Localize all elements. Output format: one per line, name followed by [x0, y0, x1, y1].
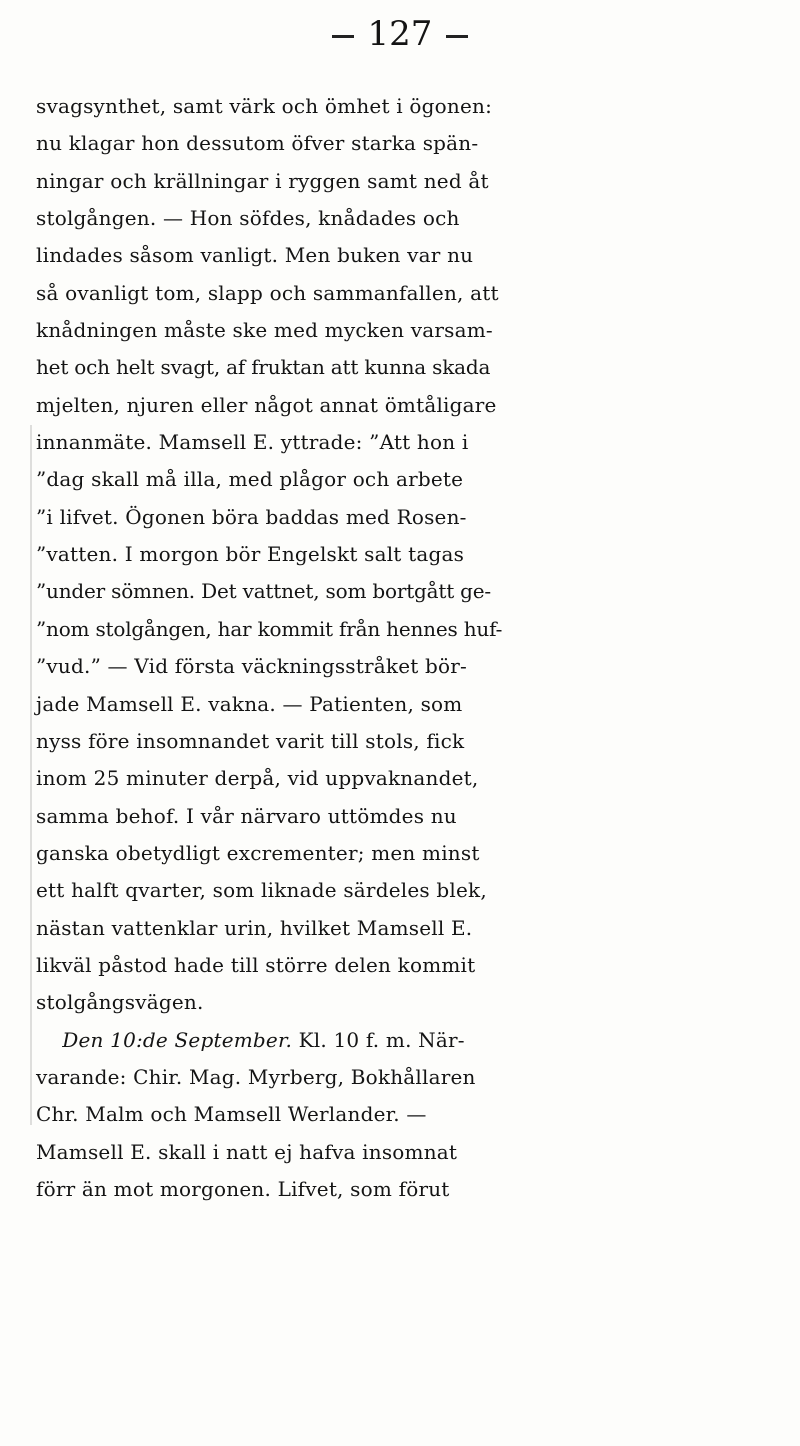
text-line: Chr. Malm och Mamsell Werlander. — [36, 1102, 427, 1127]
text-line: samma behof. I vår närvaro uttömdes nu [36, 803, 457, 828]
header-dash-left [332, 35, 354, 38]
text-line: het och helt svagt, af fruktan att kunna skada [36, 355, 491, 380]
text-line: ”i lifvet. Ögonen böra baddas med Rosen- [36, 504, 467, 529]
text-line: innanmäte. Mamsell E. yttrade: ”Att hon i [36, 430, 469, 455]
date-line-rest: Kl. 10 f. m. När- [292, 1027, 465, 1052]
text-line: ningar och krällningar i ryggen samt ned åt [36, 168, 489, 193]
text-line: ”dag skall må illa, med plågor och arbete [36, 467, 464, 492]
text-line: stolgången. — Hon söfdes, knådades och [36, 206, 460, 231]
text-line: så ovanligt tom, slapp och sammanfallen, att [36, 280, 499, 305]
text-line: jade Mamsell E. vakna. — Patienten, som [36, 691, 463, 716]
text-line: mjelten, njuren eller något annat ömtåligare [36, 392, 497, 417]
text-line: nästan vattenklar urin, hvilket Mamsell E. [36, 915, 473, 940]
page-number: 127 [367, 14, 433, 54]
body-text [36, 88, 796, 1208]
text-line: knådningen måste ske med mycken varsam- [36, 318, 493, 343]
text-line: likväl påstod hade till större delen kommit [36, 952, 476, 977]
text-line: ”vud.” — Vid första väckningsstråket bör- [36, 654, 468, 679]
text-line: nyss före insomnandet varit till stols, fick [36, 728, 465, 753]
text-line: ett halft qvarter, som liknade särdeles blek, [36, 878, 487, 903]
header-dash-right [446, 35, 468, 38]
text-line: ganska obetydligt excrementer; men minst [36, 840, 480, 865]
binding-shadow [30, 425, 32, 1125]
text-line: nu klagar hon dessutom öfver starka spän- [36, 131, 479, 156]
text-line: inom 25 minuter derpå, vid uppvaknandet, [36, 766, 479, 791]
text-line: svagsynthet, samt värk och ömhet i ögonen: [36, 94, 493, 118]
text-line: lindades såsom vanligt. Men buken var nu [36, 243, 474, 268]
text-line: ”nom stolgången, har kommit från hennes huf- [36, 616, 503, 641]
text-line: stolgångsvägen. [36, 990, 204, 1015]
text-line: ”under sömnen. Det vattnet, som bortgått ge- [36, 579, 491, 604]
page-header [0, 14, 800, 54]
text-line: förr än mot morgonen. Lifvet, som förut [36, 1176, 450, 1201]
date-line [36, 1022, 796, 1059]
text-line: ”vatten. I morgon bör Engelskt salt tagas [36, 542, 465, 567]
date-heading: Den 10:de September. [62, 1027, 293, 1052]
text-line: Mamsell E. skall i natt ej hafva insomnat [36, 1139, 458, 1164]
text-line: varande: Chir. Mag. Myrberg, Bokhållaren [36, 1064, 476, 1089]
